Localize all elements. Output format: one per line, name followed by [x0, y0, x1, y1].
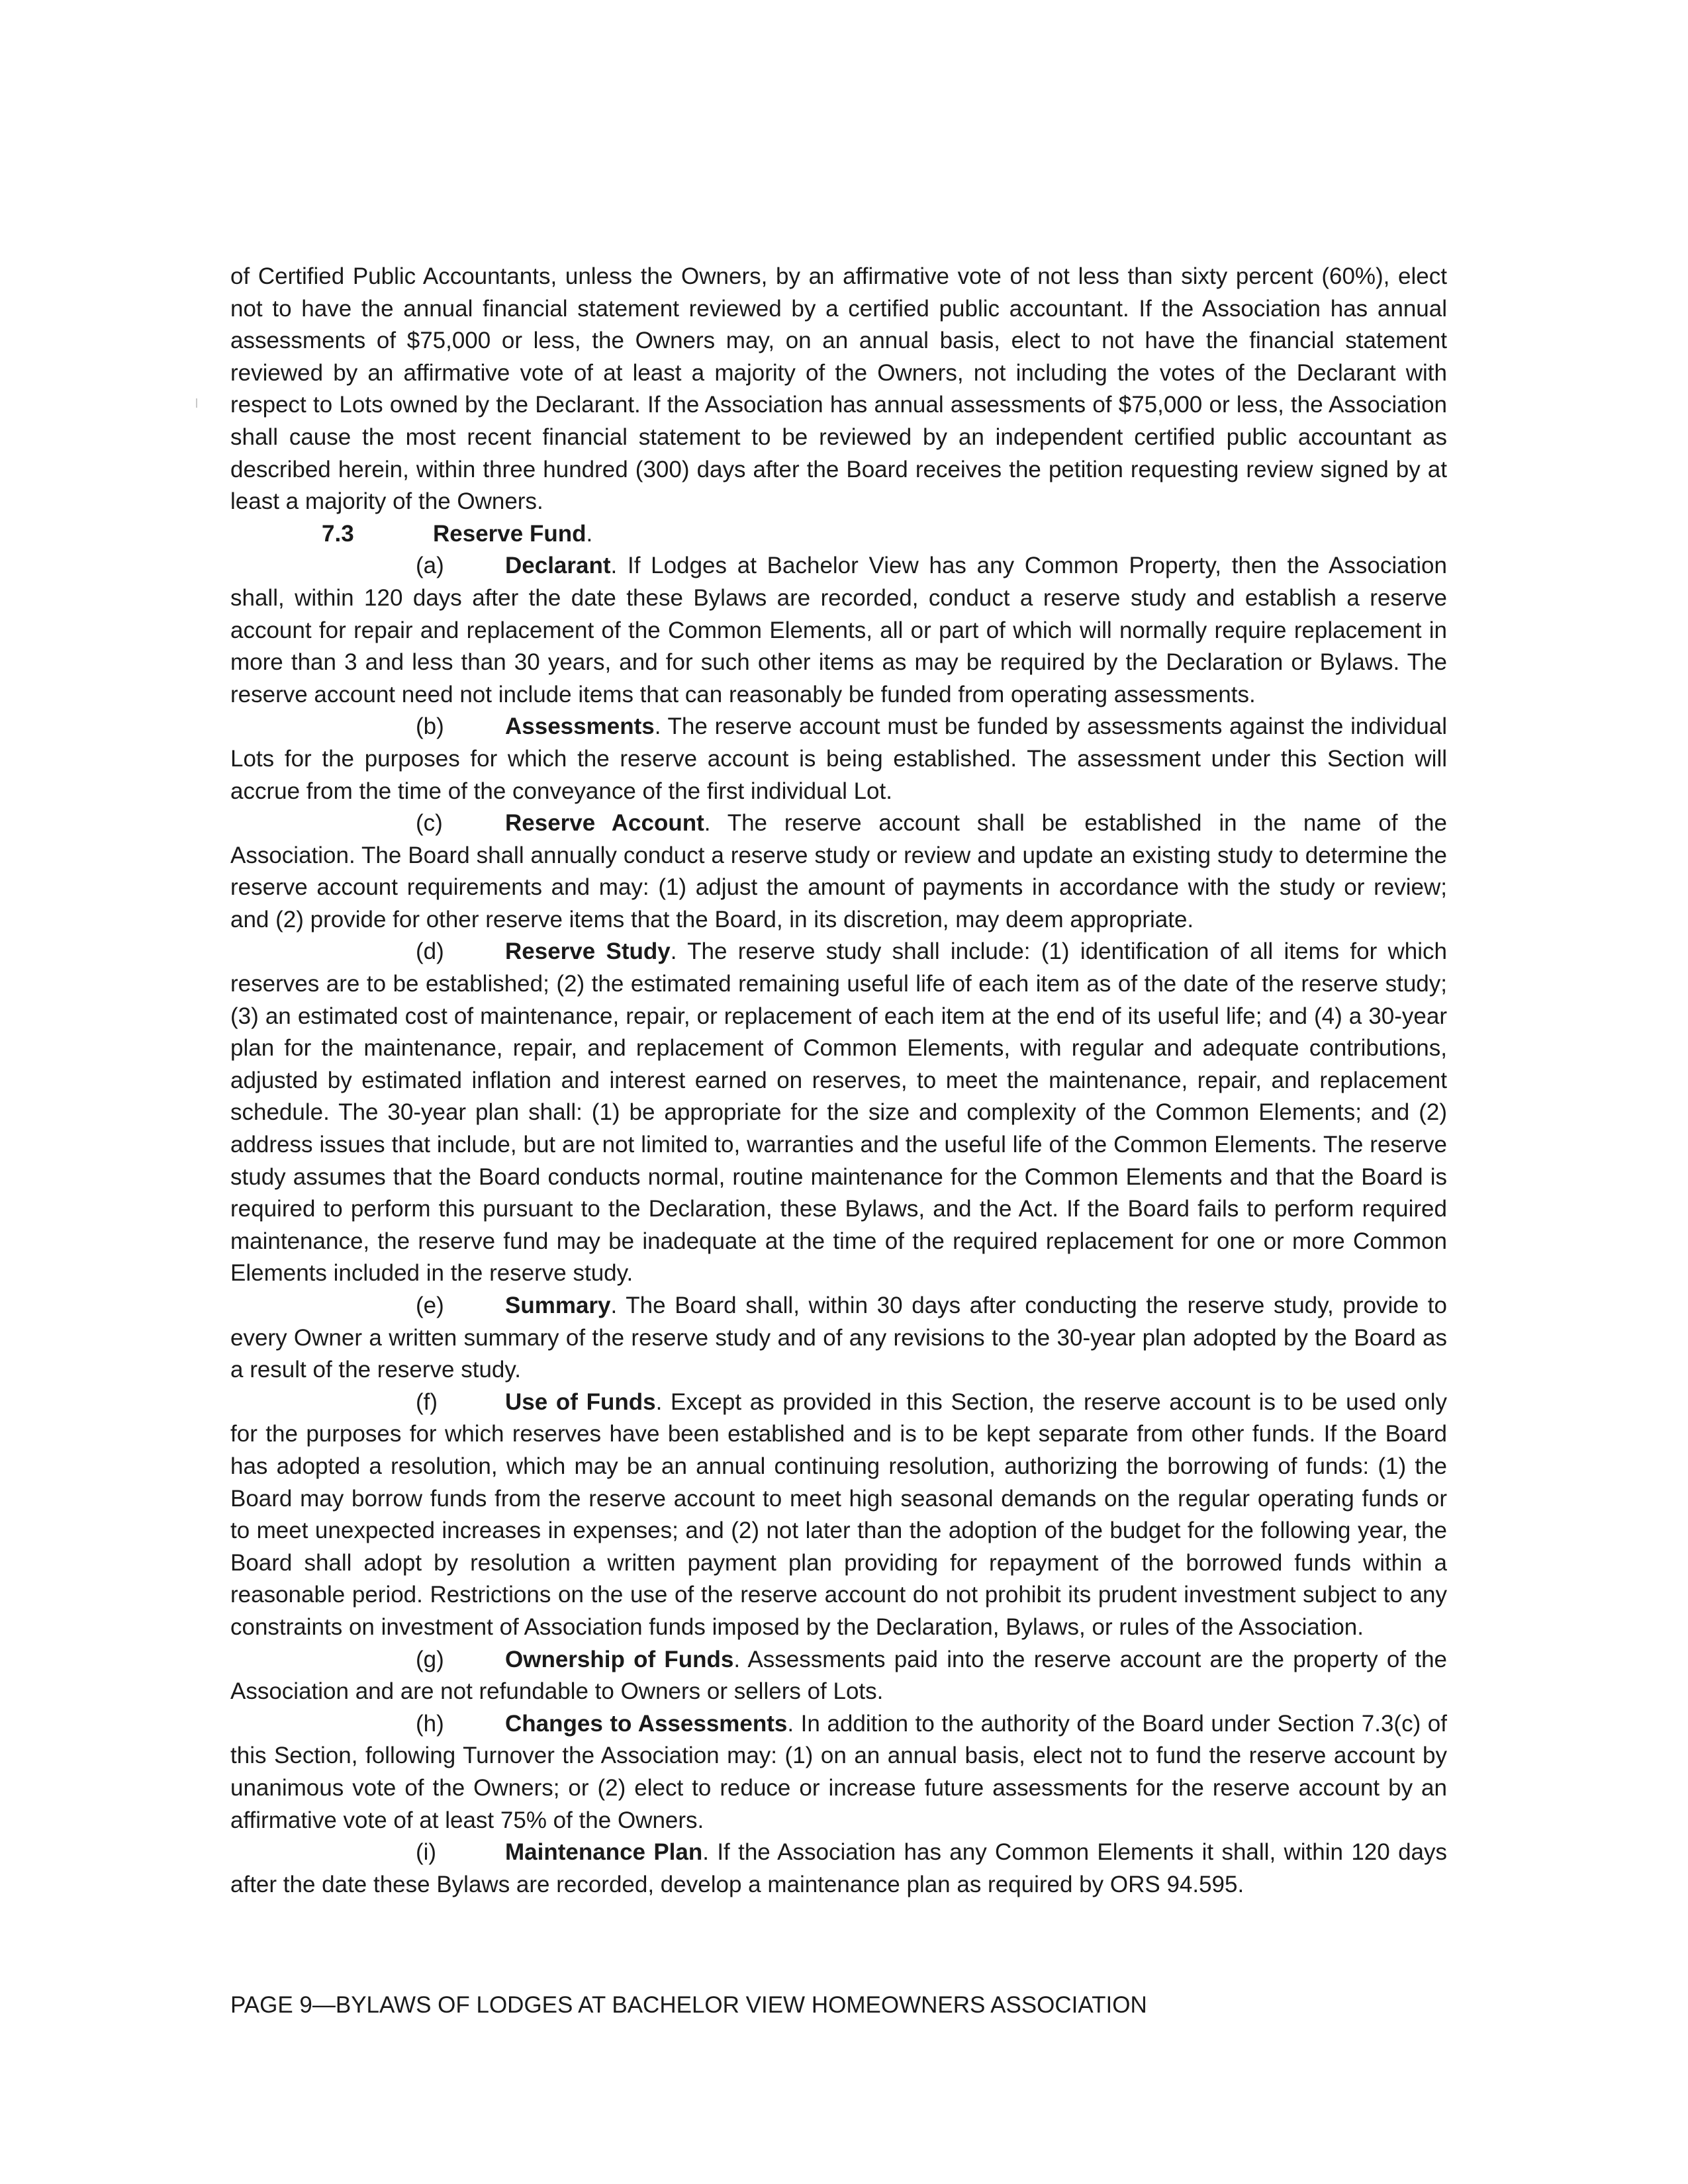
subsection-title: Changes to Assessments [505, 1710, 788, 1737]
subsection-text: . The reserve study shall include: (1) identification of all items for which reserves are to be established; (2) the estimated remaining useful life of each item as of the date of the reserve study; (3) an estimated cost of maintenance, repair, or replacement of each item at the end of its useful life; and (4) a 30-year plan for the maintenance, repair, and replacement of Common Elements, with regular and adequate contributions, adjusted by estimated inflation and interest earned on reserves, to meet the maintenance, repair, and replacement schedule. The 30-year plan shall: (1) be appropriate for the size and complexity of the Common Elements; and (2) address issues that include, but are not limited to, warranties and the useful life of the Common Elements. The reserve study assumes that the Board conducts normal, routine maintenance for the Common Elements and that the Board is required to perform this pursuant to the Declaration, these Bylaws, and the Act. If the Board fails to perform required maintenance, the reserve fund may be inadequate at the time of the required replacement for one or more Common Elements included in the reserve study. [230, 938, 1447, 1287]
subsection-text: . The Board shall, within 30 days after conducting the reserve study, provide to every Owner a written summary of the reserve study and of any revisions to the 30-year plan adopted by the Board as a result of the reserve study. [230, 1293, 1447, 1383]
subsection-text: . Except as provided in this Section, the reserve account is to be used only for the purposes for which reserves have been established and is to be kept separate from other funds. If the Board has adopted a resolution, which may be an annual continuing resolution, authorizing the borrowing of funds: (1) the Board may borrow funds from the reserve account to meet high seasonal demands on the regular operating funds or to meet unexpected increases in expenses; and (2) not later than the adoption of the budget for the following year, the Board shall adopt by resolution a written payment plan providing for repayment of the borrowed funds within a reasonable period. Restrictions on the use of the reserve account do not prohibit its prudent investment subject to any constraints on investment of Association funds imposed by the Declaration, Bylaws, or rules of the Association. [230, 1388, 1447, 1640]
subsection-b [230, 711, 1447, 807]
section-title: Reserve Fund [433, 520, 586, 547]
subsection-h [230, 1708, 1447, 1837]
subsection-title: Reserve Study [505, 938, 671, 965]
subsection-label: (f) [416, 1388, 438, 1415]
subsection-text: . The reserve account must be funded by assessments against the individual Lots for the purposes for which the reserve account is being established. The assessment under this Section will accrue from the time of the conveyance of the first individual Lot. [230, 713, 1447, 804]
subsection-i [230, 1837, 1447, 1901]
subsection-label: (h) [416, 1710, 444, 1737]
subsection-d [230, 936, 1447, 1290]
subsection-label: (a) [416, 553, 444, 579]
subsection-label: (g) [416, 1646, 444, 1672]
subsection-title: Assessments [505, 713, 655, 740]
subsection-g [230, 1644, 1447, 1708]
subsection-label: (i) [416, 1839, 437, 1866]
subsection-label: (b) [416, 713, 444, 740]
subsection-title: Declarant [505, 553, 611, 579]
section-number: 7.3 [322, 520, 354, 547]
page-footer: PAGE 9—BYLAWS OF LODGES AT BACHELOR VIEW HOMEOWNERS ASSOCIATION [230, 1992, 1147, 2018]
document-body [230, 261, 1447, 1901]
subsection-text: . In addition to the authority of the Board under Section 7.3(c) of this Section, following Turnover the Association may: (1) on an annual basis, elect not to fund the reserve account by unanimous vote of the Owners; or (2) elect to reduce or increase future assessments for the reserve account by an affirmative vote of at least 75% of the Owners. [230, 1710, 1447, 1833]
subsection-title: Maintenance Plan [505, 1839, 703, 1866]
subsection-title: Reserve Account [505, 810, 704, 837]
subsection-label: (d) [416, 938, 444, 965]
margin-scan-mark [196, 398, 197, 408]
subsection-text: . Assessments paid into the reserve account are the property of the Association and are not refundable to Owners or sellers of Lots. [230, 1646, 1447, 1705]
subsection-f [230, 1387, 1447, 1644]
subsection-title: Use of Funds [505, 1388, 656, 1415]
subsection-text: . If the Association has any Common Elements it shall, within 120 days after the date these Bylaws are recorded, develop a maintenance plan as required by ORS 94.595. [230, 1839, 1448, 1897]
intro-paragraph: of Certified Public Accountants, unless the Owners, by an affirmative vote of not less than sixty percent (60%), elect not to have the annual financial statement reviewed by a certified public accountant. If the Association has annual assessments of $75,000 or less, the Owners may, on an annual basis, elect to not have the financial statement reviewed by an affirmative vote of at least a majority of the Owners, not including the votes of the Declarant with respect to Lots owned by the Declarant. If the Association has annual assessments of $75,000 or less, the Association shall cause the most recent financial statement to be reviewed by an independent certified public accountant as described herein, within three hundred (300) days after the Board receives the petition requesting review signed by at least a majority of the Owners. [230, 263, 1447, 515]
subsection-title: Summary [505, 1293, 611, 1318]
section-title-end: . [586, 520, 593, 547]
subsection-a [230, 550, 1447, 711]
subsection-label: (e) [416, 1293, 444, 1318]
subsection-text: . The reserve account shall be established in the name of the Association. The Board shall annually conduct a reserve study or review and update an existing study to determine the reserve account requirements and may: (1) adjust the amount of payments in accordance with the study or review; and (2) provide for other reserve items that the Board, in its discretion, may deem appropriate. [230, 810, 1447, 933]
section-heading [230, 518, 1447, 551]
subsection-text: . If Lodges at Bachelor View has any Common Property, then the Association shall, within 120 days after the date these Bylaws are recorded, conduct a reserve study and establish a reserve account for repair and replacement of the Common Elements, all or part of which will normally require replacement in more than 3 and less than 30 years, and for such other items as may be required by the Declaration or Bylaws. The reserve account need not include items that can reasonably be funded from operating assessments. [230, 553, 1447, 707]
subsection-c [230, 807, 1447, 936]
subsection-title: Ownership of Funds [505, 1646, 734, 1672]
subsection-label: (c) [416, 810, 443, 837]
subsection-e [230, 1290, 1447, 1387]
